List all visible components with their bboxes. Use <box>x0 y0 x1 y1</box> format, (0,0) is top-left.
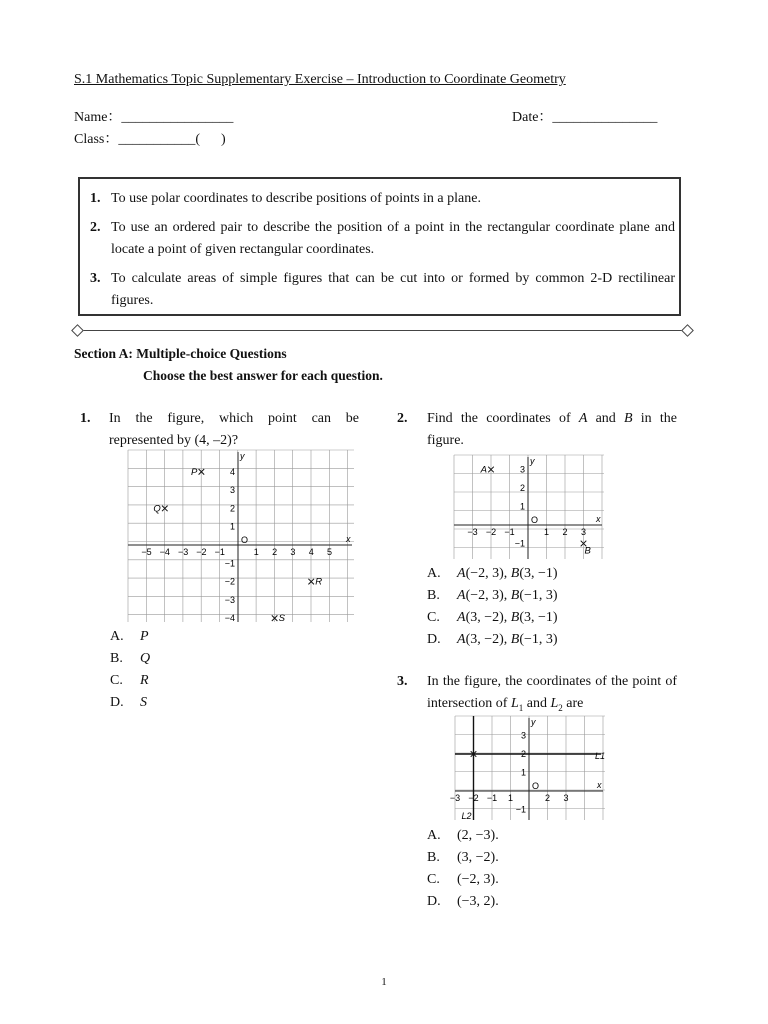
date-field: Date：_______________ <box>512 110 658 125</box>
option-a[interactable]: A. A(−2, 3), B(3, −1) <box>427 566 558 581</box>
option-a[interactable]: A. P <box>110 629 149 644</box>
point-label: A <box>480 464 487 476</box>
x-tick-label: −1 <box>504 527 515 537</box>
diamond-icon <box>681 324 694 337</box>
objectives-box <box>78 177 681 316</box>
objective-number: 3. <box>90 271 101 286</box>
y-tick-label: 2 <box>229 503 235 514</box>
x-tick-label: 3 <box>290 547 296 557</box>
x-axis-label: x <box>597 780 602 790</box>
page-number: 1 <box>381 976 387 988</box>
figure-q1 <box>128 450 358 626</box>
objective-number: 2. <box>90 220 101 235</box>
objective-item <box>90 188 675 210</box>
y-axis-label: y <box>531 717 536 727</box>
point-label: B <box>584 545 591 557</box>
y-axis-label: y <box>530 456 535 466</box>
objective-item <box>90 217 675 261</box>
x-tick-label: 1 <box>507 793 514 803</box>
y-tick-label: −4 <box>224 613 235 624</box>
y-tick-label: 3 <box>519 464 525 475</box>
y-tick-label: 3 <box>520 730 526 741</box>
x-tick-label: 3 <box>563 793 569 803</box>
x-tick-label: −1 <box>214 547 225 557</box>
x-axis-label: x <box>346 534 351 544</box>
x-tick-label: −3 <box>177 547 189 557</box>
x-tick-label: 3 <box>580 527 587 537</box>
x-tick-label: 2 <box>562 527 568 537</box>
y-tick-label: 1 <box>229 521 235 532</box>
option-c[interactable]: C. A(3, −2), B(3, −1) <box>427 610 558 625</box>
line-l1-label: L1 <box>595 751 606 761</box>
option-a[interactable]: A. (2, −3). <box>427 828 499 843</box>
point-label: R <box>315 576 323 588</box>
option-d[interactable]: D. S <box>110 695 147 710</box>
x-tick-label: 5 <box>326 547 333 557</box>
worksheet-title: S.1 Mathematics Topic Supplementary Exercise – Introduction to Coordinate Geometry <box>74 72 566 87</box>
objective-text: To use polar coordinates to describe positions of points in a plane. <box>111 191 481 206</box>
x-tick-label: −2 <box>468 793 479 803</box>
x-tick-label: 4 <box>308 547 314 557</box>
y-tick-label: −1 <box>514 538 525 549</box>
option-c[interactable]: C. (−2, 3). <box>427 872 499 887</box>
option-b[interactable]: B. (3, −2). <box>427 850 499 865</box>
objective-text: To calculate areas of simple figures that can be cut into or formed by common 2-D rectilinear figures. <box>111 271 675 308</box>
section-title: Section A: Multiple-choice Questions <box>74 346 287 361</box>
question-text: In the figure, the coordinates of the point of intersection of $L_1$ and $L_2$ are <box>427 674 677 713</box>
objective-text: To use an ordered pair to describe the position of a point in the rectangular coordinate plane and locate a point of given rectangular coordinates. <box>111 220 675 257</box>
question-number: 3. <box>397 674 408 689</box>
option-b[interactable]: B. A(−2, 3), B(−1, 3) <box>427 588 558 603</box>
x-tick-label: 2 <box>272 547 278 557</box>
x-tick-label: −2 <box>196 547 207 557</box>
option-c[interactable]: C. R <box>110 673 149 688</box>
option-b[interactable]: B. Q <box>110 651 151 666</box>
line-l2-label: L2 <box>461 811 472 821</box>
y-tick-label: −2 <box>224 576 235 587</box>
option-d[interactable]: D. A(3, −2), B(−1, 3) <box>427 632 558 647</box>
objective-item <box>90 268 675 312</box>
y-tick-label: 2 <box>520 749 526 759</box>
x-tick-label: −3 <box>467 527 478 537</box>
y-tick-label: −3 <box>224 594 235 605</box>
x-tick-label: −4 <box>159 547 170 557</box>
question-text: Find the coordinates of A and B in the figure. <box>427 411 677 448</box>
y-tick-label: −1 <box>224 558 235 569</box>
figure-q3 <box>449 716 607 824</box>
x-tick-label: −2 <box>485 527 497 537</box>
diamond-icon <box>71 324 84 337</box>
class-field: Class：___________( ) <box>74 132 226 147</box>
x-tick-label: −5 <box>141 547 152 557</box>
y-tick-label: 1 <box>519 501 525 512</box>
section-divider <box>74 330 690 331</box>
origin-label: O <box>241 535 249 545</box>
point-label: P <box>191 466 198 478</box>
y-tick-label: 2 <box>519 483 525 493</box>
point-label: Q <box>153 503 161 515</box>
objective-number: 1. <box>90 191 101 206</box>
option-d[interactable]: D. (−3, 2). <box>427 894 499 909</box>
y-tick-label: 3 <box>229 485 235 496</box>
x-tick-label: 1 <box>253 547 259 557</box>
point-label: S <box>278 613 285 625</box>
y-tick-label: −1 <box>515 804 526 815</box>
x-tick-label: −1 <box>486 793 498 803</box>
question-number: 2. <box>397 411 408 426</box>
name-field: Name：________________ <box>74 110 234 125</box>
figure-q2 <box>454 455 606 563</box>
x-axis-label: x <box>596 514 601 524</box>
y-tick-label: 1 <box>520 767 526 778</box>
origin-label: O <box>531 515 539 525</box>
question-text: In the figure, which point can be represented by (4, –2)? <box>109 411 359 448</box>
question-number: 1. <box>80 411 91 426</box>
x-tick-label: −3 <box>449 793 461 803</box>
x-tick-label: 1 <box>543 527 550 537</box>
y-tick-label: 4 <box>229 466 235 477</box>
origin-label: O <box>532 781 540 791</box>
section-subtitle: Choose the best answer for each question. <box>143 368 383 383</box>
y-axis-label: y <box>240 451 245 461</box>
x-tick-label: 2 <box>544 793 551 803</box>
